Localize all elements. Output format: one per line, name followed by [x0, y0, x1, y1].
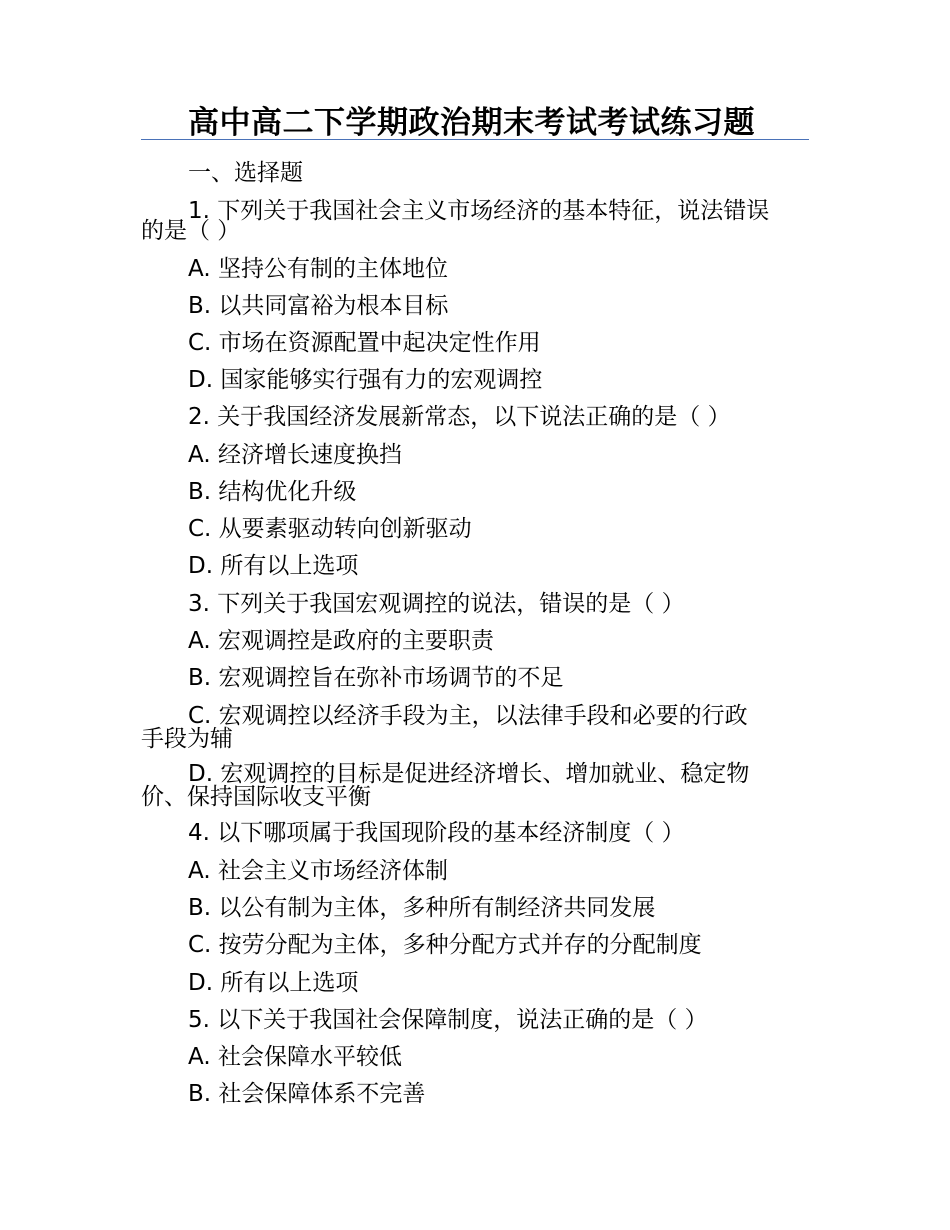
question-1-option-b: B. 以共同富裕为根本目标 [188, 293, 449, 319]
question-3-option-b: B. 宏观调控旨在弥补市场调节的不足 [188, 665, 564, 691]
question-3-stem: 3. 下列关于我国宏观调控的说法，错误的是（ ） [188, 591, 685, 617]
question-2-stem: 2. 关于我国经济发展新常态，以下说法正确的是（ ） [188, 404, 731, 430]
question-2-option-b: B. 结构优化升级 [188, 479, 357, 505]
question-1-stem-continued: 的是（ ） [141, 218, 241, 244]
question-2-option-d: D. 所有以上选项 [188, 553, 359, 579]
question-1-option-d: D. 国家能够实行强有力的宏观调控 [188, 367, 543, 393]
question-3-option-d-continued: 价、保持国际收支平衡 [141, 784, 371, 810]
question-1-option-c: C. 市场在资源配置中起决定性作用 [188, 330, 541, 356]
question-1-option-a: A. 坚持公有制的主体地位 [188, 256, 448, 282]
question-2-option-a: A. 经济增长速度换挡 [188, 442, 402, 468]
question-4-option-a: A. 社会主义市场经济体制 [188, 858, 448, 884]
question-4-option-c: C. 按劳分配为主体，多种分配方式并存的分配制度 [188, 932, 702, 958]
question-5-option-a: A. 社会保障水平较低 [188, 1044, 402, 1070]
document-title: 高中高二下学期政治期末考试考试练习题 [188, 105, 755, 141]
question-5-stem: 5. 以下关于我国社会保障制度，说法正确的是（ ） [188, 1007, 708, 1033]
question-3-option-d: D. 宏观调控的目标是促进经济增长、增加就业、稳定物 [188, 761, 750, 787]
question-4-stem: 4. 以下哪项属于我国现阶段的基本经济制度（ ） [188, 820, 685, 846]
question-2-option-c: C. 从要素驱动转向创新驱动 [188, 516, 472, 542]
question-3-option-c-continued: 手段为辅 [141, 726, 233, 752]
question-5-option-b: B. 社会保障体系不完善 [188, 1081, 426, 1107]
question-4-option-b: B. 以公有制为主体，多种所有制经济共同发展 [188, 895, 656, 921]
question-4-option-d: D. 所有以上选项 [188, 970, 359, 996]
question-1-stem: 1. 下列关于我国社会主义市场经济的基本特征，说法错误 [188, 198, 770, 224]
question-3-option-c: C. 宏观调控以经济手段为主，以法律手段和必要的行政 [188, 703, 748, 729]
question-3-option-a: A. 宏观调控是政府的主要职责 [188, 628, 494, 654]
section-heading: 一、选择题 [188, 160, 303, 186]
title-underline [141, 139, 809, 140]
